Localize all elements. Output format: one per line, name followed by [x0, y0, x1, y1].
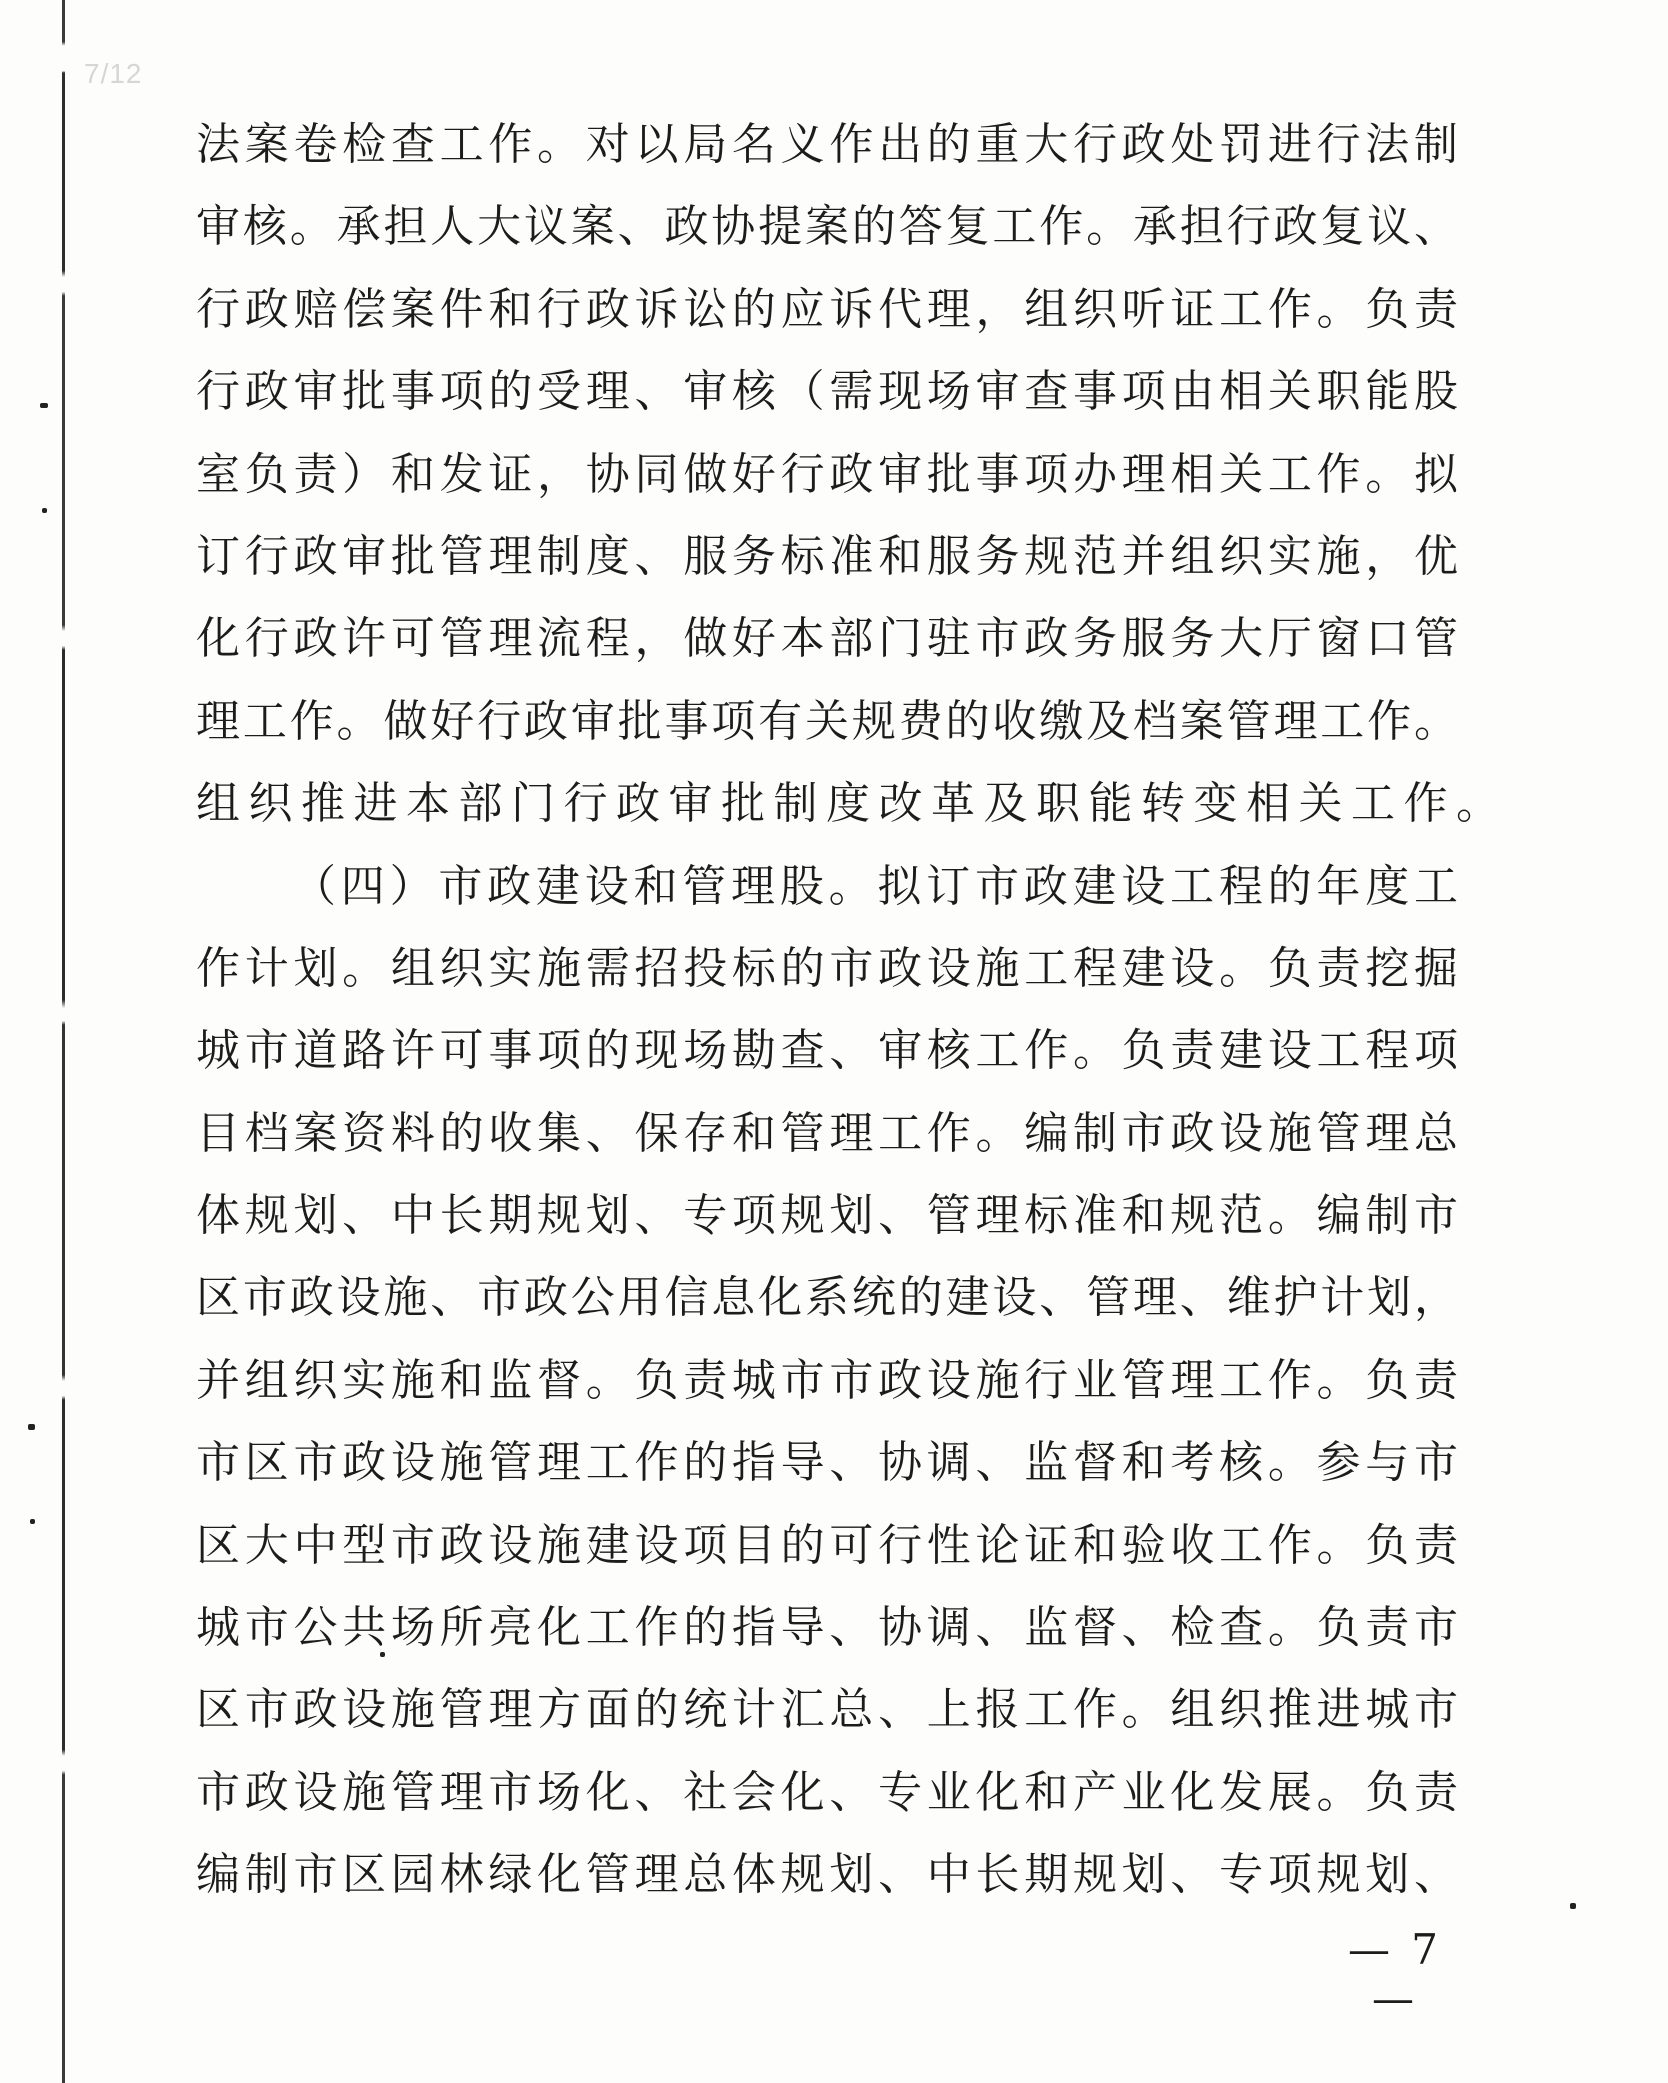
text-line: 行政审批事项的受理、审核（需现场审查事项由相关职能股 — [196, 366, 1458, 418]
text-line: 理工作。做好行政审批事项有关规费的收缴及档案管理工作。 — [196, 695, 1458, 747]
scan-speck — [40, 403, 48, 408]
text-line: 行政赔偿案件和行政诉讼的应诉代理，组织听证工作。负责 — [196, 283, 1458, 335]
text-line: 城市公共场所亮化工作的指导、协调、监督、检查。负责市 — [196, 1602, 1458, 1654]
text-line: 化行政许可管理流程，做好本部门驻市政务服务大厅窗口管 — [196, 613, 1458, 665]
scan-speck — [28, 1424, 35, 1430]
page-indicator: 7/12 — [84, 58, 143, 89]
text-line: 区市政设施、市政公用信息化系统的建设、管理、维护计划， — [196, 1272, 1458, 1324]
text-line: 体规划、中长期规划、专项规划、管理标准和规范。编制市 — [196, 1190, 1458, 1242]
text-line: 目档案资料的收集、保存和管理工作。编制市政设施管理总 — [196, 1107, 1458, 1159]
text-line: 组织推进本部门行政审批制度改革及职能转变相关工作。 — [196, 778, 1509, 830]
text-line: 区大中型市政设施建设项目的可行性论证和验收工作。负责 — [196, 1519, 1458, 1571]
text-line: 城市道路许可事项的现场勘查、审核工作。负责建设工程项 — [196, 1025, 1458, 1077]
text-line: 编制市区园林绿化管理总体规划、中长期规划、专项规划、 — [196, 1849, 1458, 1901]
text-line: 市政设施管理市场化、社会化、专业化和产业化发展。负责 — [196, 1766, 1458, 1818]
text-line: 室负责）和发证，协同做好行政审批事项办理相关工作。拟 — [196, 448, 1458, 500]
text-line: 法案卷检查工作。对以局名义作出的重大行政处罚进行法制 — [196, 119, 1458, 170]
text-line: 作计划。组织实施需招投标的市政设施工程建设。负责挖掘 — [196, 942, 1458, 994]
section-heading-line: （四）市政建设和管理股。拟订市政建设工程的年度工 — [292, 860, 1458, 912]
scan-speck — [1570, 1903, 1576, 1909]
document-body — [196, 104, 1509, 1917]
text-line: 并组织实施和监督。负责城市市政设施行业管理工作。负责 — [196, 1354, 1458, 1406]
binding-line — [62, 0, 65, 2083]
page-number: — 7 — — [1347, 1925, 1443, 2023]
scan-speck — [30, 1519, 35, 1524]
text-line: 市区市政设施管理工作的指导、协调、监督和考核。参与市 — [196, 1437, 1458, 1489]
scan-speck — [42, 508, 47, 513]
text-line: 区市政设施管理方面的统计汇总、上报工作。组织推进城市 — [196, 1684, 1458, 1736]
text-line: 审核。承担人大议案、政协提案的答复工作。承担行政复议、 — [196, 201, 1458, 253]
text-line: 订行政审批管理制度、服务标准和服务规范并组织实施，优 — [196, 530, 1458, 582]
